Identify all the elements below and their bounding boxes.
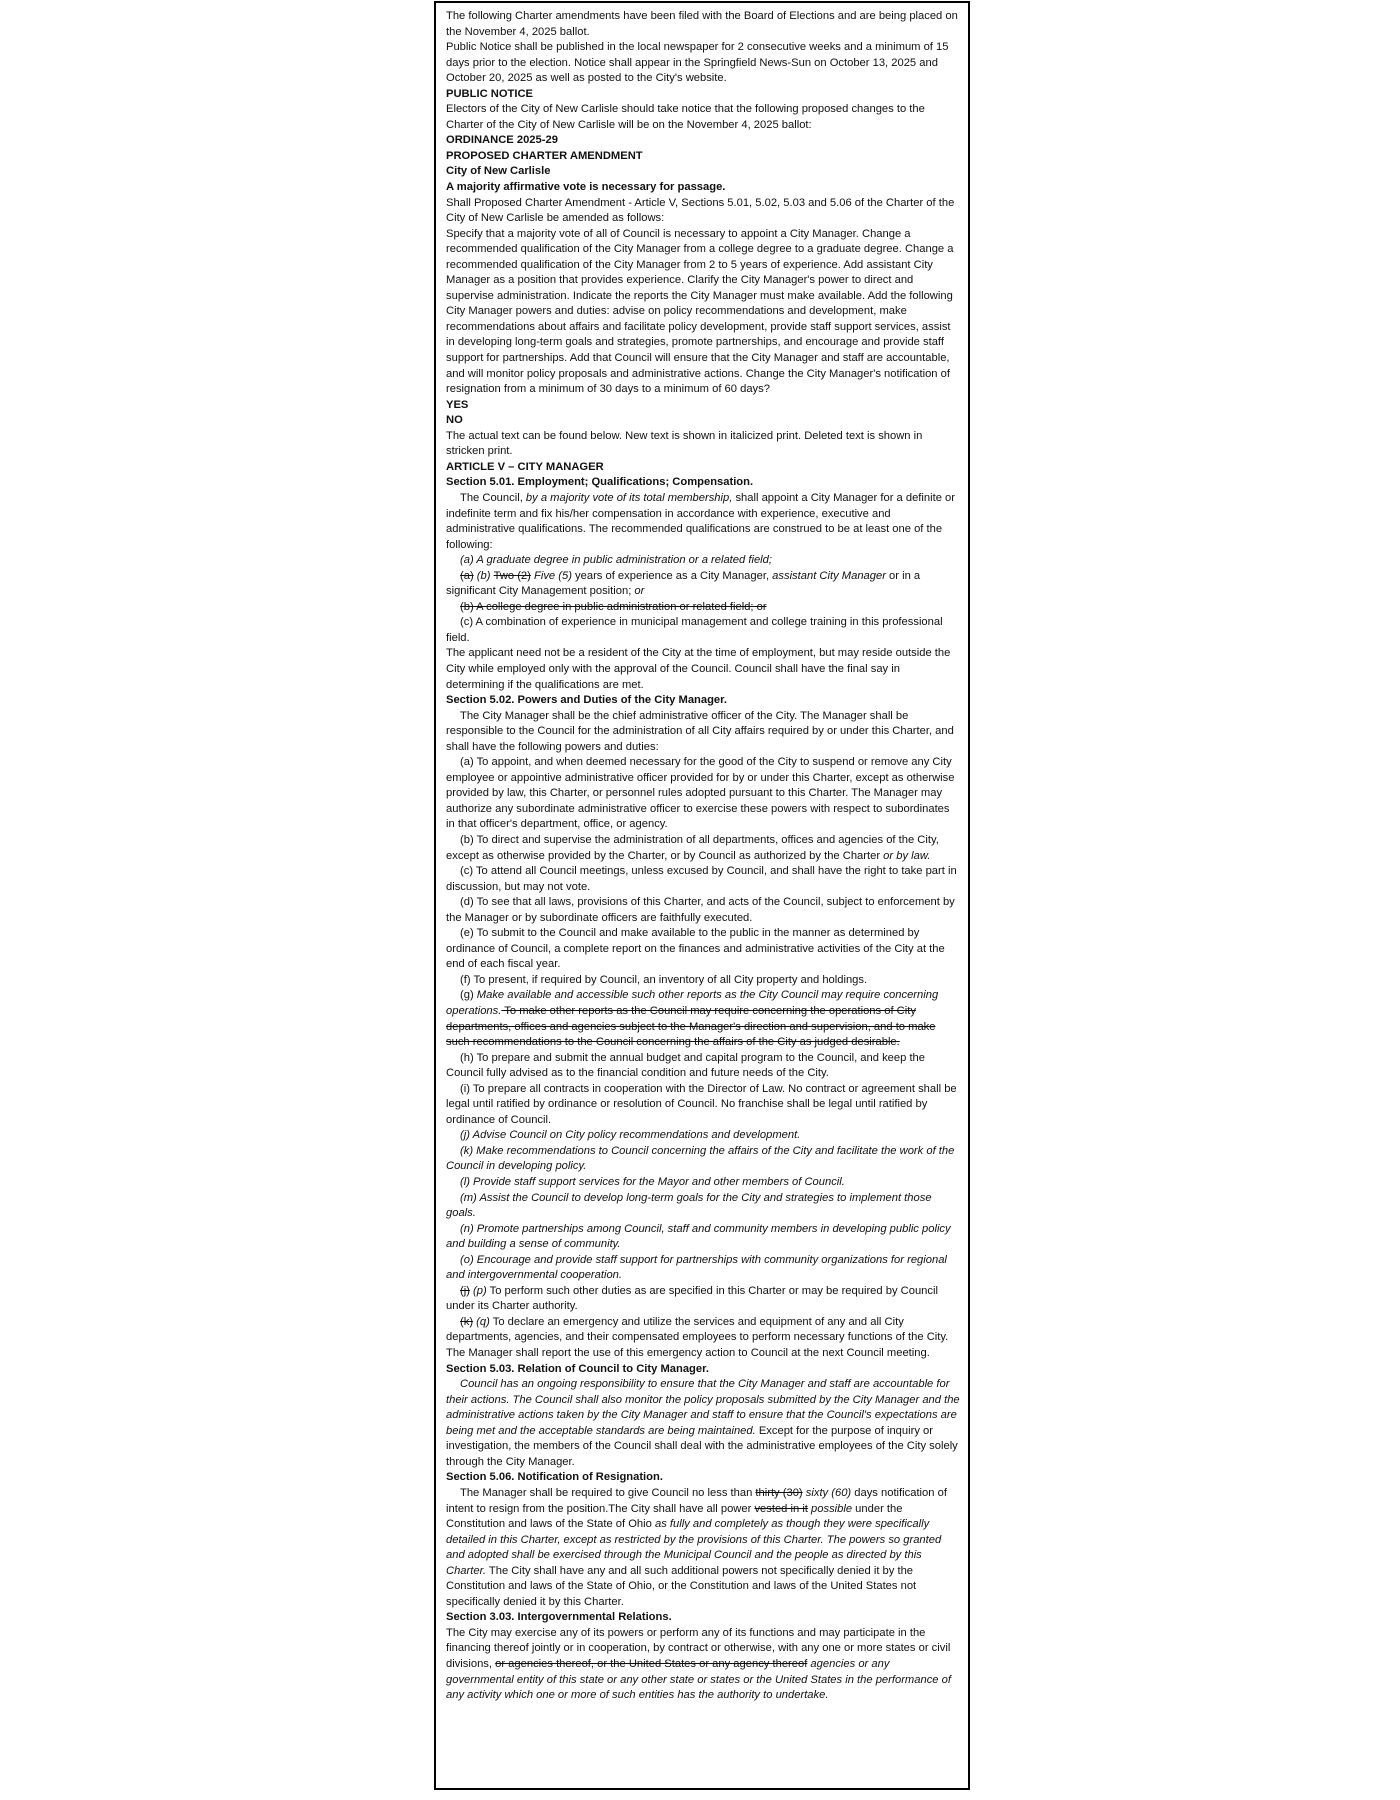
duty-c: (c) To attend all Council meetings, unless excused by Council, and shall have the right to take part in discussion, but may not vote. <box>446 865 957 893</box>
ballot-question-summary: Specify that a majority vote of all of Council is necessary to appoint a City Manager. Change a recommended qualification of the City Manager from a college degree to a graduate degree. Change a recommended qualification of the City Manager from 2 to 5 years of experience. Add assistant City Manager as a position that provides experience. Clarify the City Manager's power to direct and supervise administration. Indicate the reports the City Manager must make available. Add the following City Manager powers and duties: advise on policy recommendations and development, make recommendations about affairs and facilitate policy development, provide staff support services, assist in developing long-term goals and strategies, promote partnerships, and encourage and provide staff support for partnerships. Add that Council will ensure that the City Manager and staff are accountable, and will monitor policy proposals and administrative actions. Change the City Manager's notification of resignation from a minimum of 30 days to a minimum of 60 days? <box>446 227 954 396</box>
duty-a: (a) To appoint, and when deemed necessary for the good of the City to suspend or remove any City employee or appointive administrative officer provided for by or under this Charter, except as otherwise provided by law, this Charter, or personnel rules adopted pursuant to this Charter. The Manager may authorize any subordinate administrative officer to exercise these powers with respect to subordinates in that officer's department, office, or agency. <box>446 756 955 831</box>
ballot-option-no: NO <box>446 414 463 427</box>
duty-m: (m) Assist the Council to develop long-term goals for the City and strategies to implement those goals. <box>446 1191 932 1220</box>
duty-d: (d) To see that all laws, provisions of this Charter, and acts of the Council, subject to enforcement by the Manager or by subordinate officers are faithfully executed. <box>446 896 955 924</box>
duty-n: (n) Promote partnerships among Council, staff and community members in developing public policy and building a sense of community. <box>446 1222 951 1251</box>
majority-vote-note: A majority affirmative vote is necessary for passage. <box>446 181 726 194</box>
section-5-03-paragraph: Council has an ongoing responsibility to ensure that the City Manager and staff are accountable for their actions. The Council shall also monitor the policy proposals submitted by the City Manager and the administrative actions taken by the City Manager and staff to ensure that the Council's expectations are being met and the acceptable standards are being maintained. Except for the purpose of inquiry or investigation, the members of the Council shall deal with the administrative employees of the City solely through the City Manager. <box>446 1378 960 1468</box>
section-5-02-heading: Section 5.02. Powers and Duties of the City Manager. <box>446 694 728 707</box>
actual-text-note: The actual text can be found below. New text is shown in italicized print. Deleted text is shown in stricken print. <box>446 429 923 458</box>
qualification-c: (c) A combination of experience in municipal management and college training in this professional field. <box>446 616 943 644</box>
duty-o: (o) Encourage and provide staff support for partnerships with community organizations for regional and intergovernmental cooperation. <box>446 1253 947 1282</box>
duty-f: (f) To present, if required by Council, an inventory of all City property and holdings. <box>460 973 868 986</box>
section-5-01-heading: Section 5.01. Employment; Qualifications; Compensation. <box>446 476 754 489</box>
amendment-title: PROPOSED CHARTER AMENDMENT <box>446 149 643 162</box>
ballot-option-yes: YES <box>446 398 469 411</box>
city-name: City of New Carlisle <box>446 165 551 178</box>
duty-h: (h) To prepare and submit the annual budget and capital program to the Council, and keep the Council fully advised as to the financial condition and future needs of the City. <box>446 1051 926 1080</box>
duty-e: (e) To submit to the Council and make available to the public in the manner as determined by ordinance of Council, a complete report on the finances and administrative activities of the City at the end of each fiscal year. <box>446 927 945 971</box>
qualification-deleted: (b) A college degree in public administration or related field; or <box>460 600 767 613</box>
residency-paragraph: The applicant need not be a resident of the City at the time of employment, but may reside outside the City while employed only with the approval of the Council. Council shall have the final say in determining if the qualifications are met. <box>446 647 951 691</box>
qualification-a-new: (a) A graduate degree in public administration or a related field; <box>460 554 772 567</box>
legal-notice-column <box>434 1 970 1790</box>
public-notice-heading: PUBLIC NOTICE <box>446 87 534 100</box>
section-5-01-paragraph: The Council, by a majority vote of its total membership, shall appoint a City Manager for a definite or indefinite term and fix his/her compensation in accordance with experience, executive and administrative qualifications. The recommended qualifications are construed to be at least one of the following: <box>446 491 955 551</box>
duty-l: (l) Provide staff support services for the Mayor and other members of Council. <box>460 1176 845 1189</box>
section-3-03-paragraph: The City may exercise any of its powers or perform any of its functions and may participate in the financing thereof jointly or in cooperation, by contract or otherwise, with any one or more states or civil divisions, or agencies thereof, or the United States or any agency thereof agencies or any governmental entity of this state or any other state or states or the United States in the performance of any activity which one or more of such entities has the authority to undertake. <box>446 1626 951 1702</box>
ballot-question-intro: Shall Proposed Charter Amendment - Article V, Sections 5.01, 5.02, 5.03 and 5.06 of the Charter of the City of New Carlisle be amended as follows: <box>446 196 955 225</box>
duty-j: (j) Advise Council on City policy recommendations and development. <box>460 1129 801 1142</box>
electors-paragraph: Electors of the City of New Carlisle should take notice that the following proposed changes to the Charter of the City of New Carlisle will be on the November 4, 2025 ballot: <box>446 103 925 131</box>
publication-paragraph: Public Notice shall be published in the local newspaper for 2 consecutive weeks and a minimum of 15 days prior to the election. Notice shall appear in the Springfield News-Sun on October 13, 2025 and October 20, 2025 as well as posted to the City's website. <box>446 41 949 85</box>
section-5-06-paragraph: The Manager shall be required to give Council no less than thirty (30) sixty (60) days notification of intent to resign from the position.The City shall have all power vested in it possible under the Constitution and laws of the State of Ohio as fully and completely as though they were specifically detailed in this Charter, except as restricted by the provisions of this Charter. The powers so granted and adopted shall be exercised through the Municipal Council and the people as directed by this Charter. The City shall have any and all such additional powers not specifically denied it by the Constitution and laws of the State of Ohio, or the Constitution and laws of the United States not specifically denied it by this Charter. <box>446 1486 947 1608</box>
section-5-02-intro: The City Manager shall be the chief administrative officer of the City. The Manager shall be responsible to the Council for the administration of all City affairs required by or under this Charter, and shall have the following powers and duties: <box>446 709 954 753</box>
article-heading: ARTICLE V – CITY MANAGER <box>446 460 604 473</box>
duty-i: (i) To prepare all contracts in cooperation with the Director of Law. No contract or agreement shall be legal until ratified by ordinance or resolution of Council. No franchise shall be legal until ratified by ordinance of Council. <box>446 1082 957 1126</box>
intro-paragraph: The following Charter amendments have been filed with the Board of Elections and are being placed on the November 4, 2025 ballot. <box>446 10 958 38</box>
duty-p: (j) (p) To perform such other duties as are specified in this Charter or may be required by Council under its Charter authority. <box>446 1284 938 1313</box>
ordinance-number: ORDINANCE 2025-29 <box>446 134 558 147</box>
duty-g: (g) Make available and accessible such other reports as the City Council may require concerning operations. To make other reports as the Council may require concerning the operations of City departments, offices and agencies subject to the Manager's direction and supervision, and to make such recommendations to the Council concerning the affairs of the City as judged desirable. <box>446 989 939 1049</box>
section-3-03-heading: Section 3.03. Intergovernmental Relations. <box>446 1611 672 1624</box>
duty-k: (k) Make recommendations to Council concerning the affairs of the City and facilitate the work of the Council in developing policy. <box>446 1144 955 1173</box>
qualification-b: (a) (b) Two (2) Five (5) years of experience as a City Manager, assistant City Manager or in a significant City Management position; or <box>446 569 921 598</box>
duty-q: (k) (q) To declare an emergency and utilize the services and equipment of any and all City departments, agencies, and their compensated employees to perform necessary functions of the City. The Manager shall report the use of this emergency action to Council at the next Council meeting. <box>446 1315 949 1360</box>
section-5-06-heading: Section 5.06. Notification of Resignation. <box>446 1471 663 1484</box>
section-5-03-heading: Section 5.03. Relation of Council to City Manager. <box>446 1362 709 1375</box>
duty-b: (b) To direct and supervise the administration of all departments, offices and agencies of the City, except as otherwise provided by the Charter, or by Council as authorized by the Charter or by law. <box>446 833 939 862</box>
